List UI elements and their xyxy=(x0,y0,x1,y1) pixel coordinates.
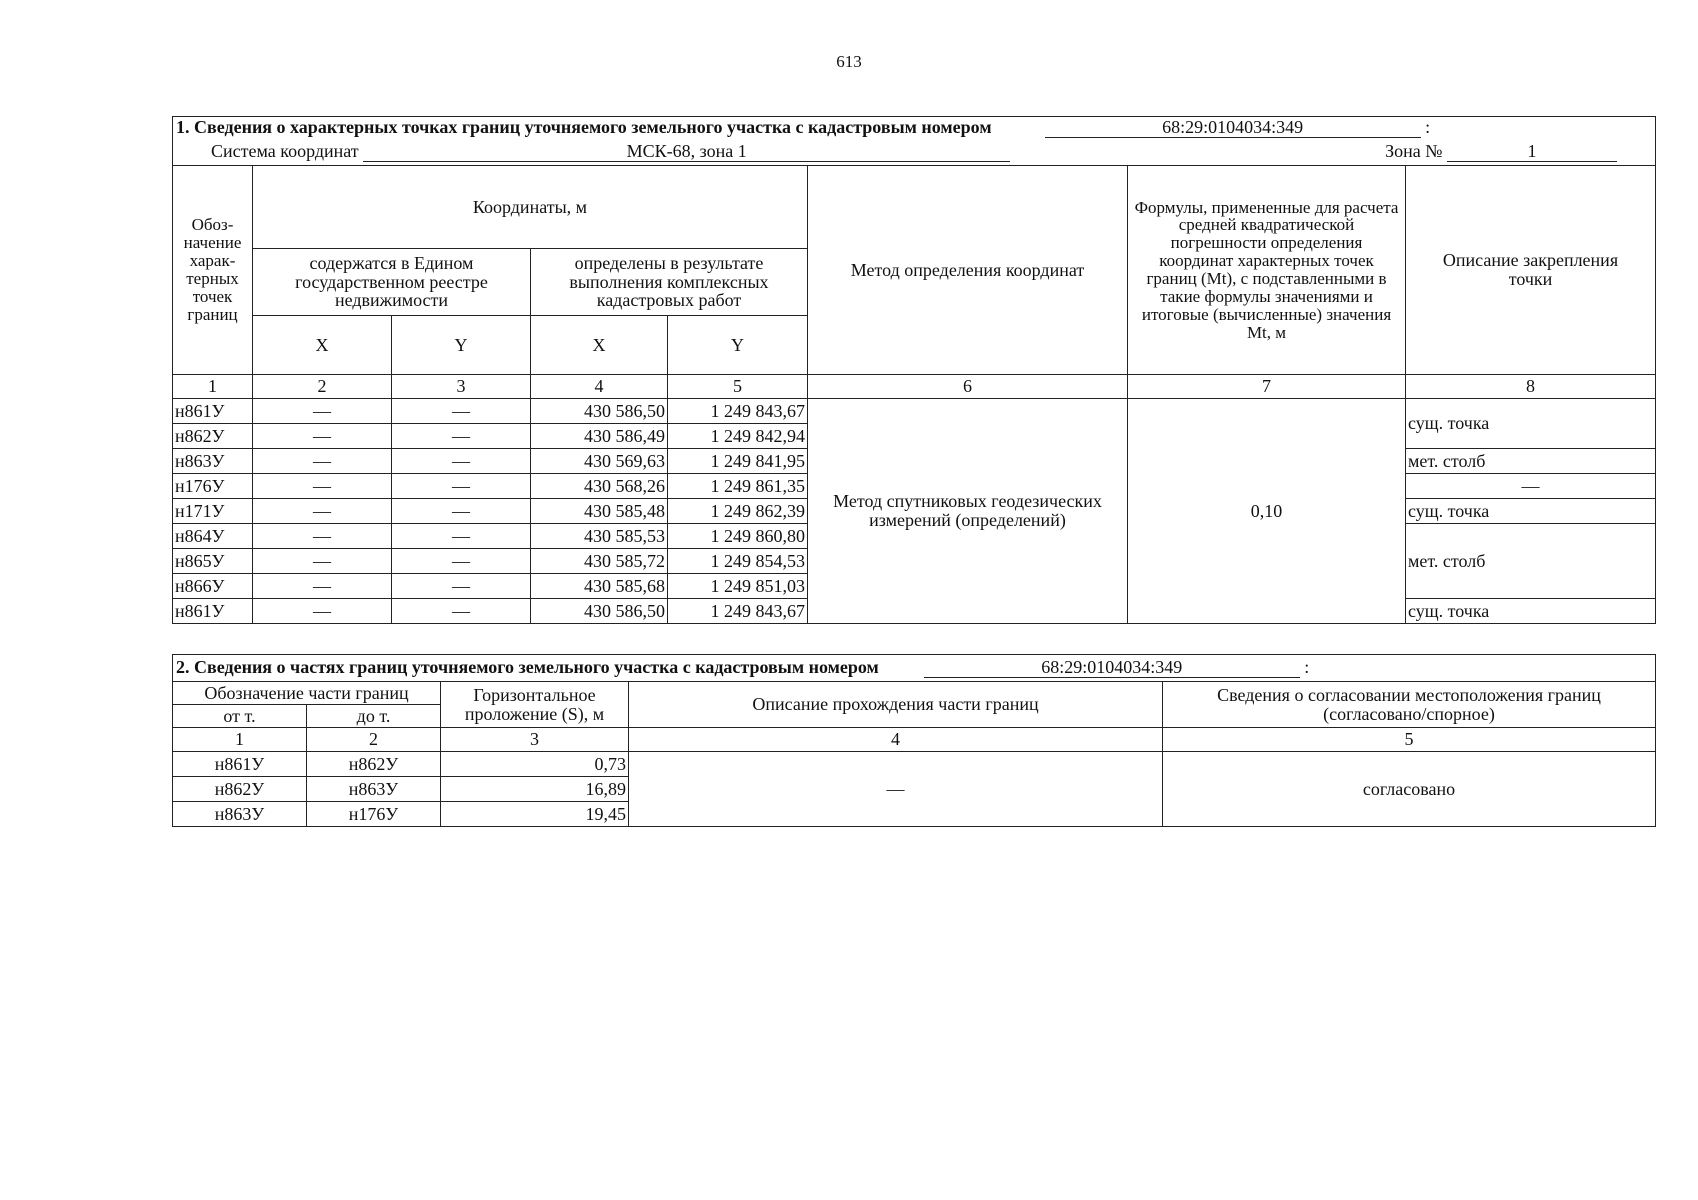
x-value: 430 585,48 xyxy=(531,499,668,524)
from-header: от т. xyxy=(173,705,307,728)
x-egrn: — xyxy=(253,499,392,524)
x-value: 430 586,49 xyxy=(531,424,668,449)
coord-system-value: МСК-68, зона 1 xyxy=(363,142,1010,162)
horizontal-value: 0,73 xyxy=(441,752,629,777)
y-value: 1 249 843,67 xyxy=(668,399,808,424)
fixing-value: сущ. точка xyxy=(1406,399,1656,449)
method-header: Метод определения координат xyxy=(808,166,1128,375)
col-number: 7 xyxy=(1128,375,1406,399)
x-egrn: — xyxy=(253,524,392,549)
point-id: н863У xyxy=(173,449,253,474)
to-point: н862У xyxy=(307,752,441,777)
table-row xyxy=(173,752,1656,777)
y-value: 1 249 860,80 xyxy=(668,524,808,549)
egrn-header: содержатся в Едином государственном реестре недвижимости xyxy=(253,249,531,316)
coord-system-row xyxy=(173,139,1656,166)
coordinates-header: Координаты, м xyxy=(253,166,808,249)
boundary-parts-table xyxy=(172,654,1656,827)
point-id: н861У xyxy=(173,599,253,624)
to-point: н863У xyxy=(307,777,441,802)
x-value: 430 569,63 xyxy=(531,449,668,474)
fixing-value: мет. столб xyxy=(1406,449,1656,474)
col-number: 5 xyxy=(1163,728,1656,752)
col-number: 1 xyxy=(173,375,253,399)
x-egrn: — xyxy=(253,399,392,424)
zone-label: Зона № xyxy=(1385,141,1443,162)
designation-header: Обоз- начение харак- терных точек границ xyxy=(173,166,253,375)
col-number: 5 xyxy=(668,375,808,399)
x-value: 430 568,26 xyxy=(531,474,668,499)
col-number: 4 xyxy=(629,728,1163,752)
from-point: н861У xyxy=(173,752,307,777)
description-value: — xyxy=(629,752,1163,827)
col-number: 1 xyxy=(173,728,307,752)
y-egrn: — xyxy=(392,599,531,624)
section1-colon: : xyxy=(1425,117,1431,138)
section1-cadastral-number: 68:29:0104034:349 xyxy=(1045,118,1421,138)
section2-column-numbers-row xyxy=(173,728,1656,752)
from-point: н863У xyxy=(173,802,307,827)
table-row xyxy=(173,399,1656,424)
y-value: 1 249 843,67 xyxy=(668,599,808,624)
col-number: 8 xyxy=(1406,375,1656,399)
description-header: Описание прохождения части границ xyxy=(629,682,1163,728)
fixing-value: — xyxy=(1406,474,1656,499)
x-value: 430 585,72 xyxy=(531,549,668,574)
formulas-header: Формулы, примененные для расчета средней квадратической погрешности определения координат характерных точек границ (Mt), с подставленными в такие формулы значениями и итоговые (вычисленные) значения Mt, м xyxy=(1128,166,1406,375)
determined-header: определены в результате выполнения комплексных кадастровых работ xyxy=(531,249,808,316)
y-determined-header: Y xyxy=(668,316,808,375)
y-value: 1 249 862,39 xyxy=(668,499,808,524)
horizontal-value: 19,45 xyxy=(441,802,629,827)
col-number: 4 xyxy=(531,375,668,399)
fixing-value: сущ. точка xyxy=(1406,599,1656,624)
from-point: н862У xyxy=(173,777,307,802)
fixing-header: Описание закрепления точки xyxy=(1406,166,1656,375)
x-value: 430 585,53 xyxy=(531,524,668,549)
zone-value: 1 xyxy=(1447,142,1617,162)
col-number: 6 xyxy=(808,375,1128,399)
part-designation-header: Обозначение части границ xyxy=(173,682,441,705)
agreement-header: Сведения о согласовании местоположения границ (согласовано/спорное) xyxy=(1163,682,1656,728)
col-number: 3 xyxy=(441,728,629,752)
x-egrn: — xyxy=(253,574,392,599)
col-number: 3 xyxy=(392,375,531,399)
section2-title: 2. Сведения о частях границ уточняемого земельного участка с кадастровым номером xyxy=(176,657,879,678)
to-point: н176У xyxy=(307,802,441,827)
point-id: н171У xyxy=(173,499,253,524)
col-number: 2 xyxy=(307,728,441,752)
y-egrn: — xyxy=(392,524,531,549)
x-value: 430 586,50 xyxy=(531,399,668,424)
y-value: 1 249 861,35 xyxy=(668,474,808,499)
column-numbers-row xyxy=(173,375,1656,399)
section1-title: 1. Сведения о характерных точках границ уточняемого земельного участка с кадастровым номером xyxy=(176,117,992,138)
fixing-value: сущ. точка xyxy=(1406,499,1656,524)
mt-value: 0,10 xyxy=(1128,399,1406,624)
x-determined-header: X xyxy=(531,316,668,375)
point-id: н176У xyxy=(173,474,253,499)
header-row-1 xyxy=(173,166,1656,249)
y-value: 1 249 854,53 xyxy=(668,549,808,574)
horizontal-value: 16,89 xyxy=(441,777,629,802)
y-egrn: — xyxy=(392,449,531,474)
page-number: 613 xyxy=(836,52,862,71)
x-value: 430 585,68 xyxy=(531,574,668,599)
y-egrn: — xyxy=(392,474,531,499)
point-id: н862У xyxy=(173,424,253,449)
horizontal-header: Горизонтальное проложение (S), м xyxy=(441,682,629,728)
x-egrn: — xyxy=(253,449,392,474)
y-egrn: — xyxy=(392,549,531,574)
y-value: 1 249 841,95 xyxy=(668,449,808,474)
x-egrn: — xyxy=(253,424,392,449)
agreement-value: согласовано xyxy=(1163,752,1656,827)
x-value: 430 586,50 xyxy=(531,599,668,624)
col-number: 2 xyxy=(253,375,392,399)
section2-colon: : xyxy=(1304,657,1310,678)
point-id: н861У xyxy=(173,399,253,424)
section2-cadastral-number: 68:29:0104034:349 xyxy=(924,658,1300,678)
x-egrn: — xyxy=(253,599,392,624)
section1-title-row xyxy=(173,117,1656,140)
point-id: н864У xyxy=(173,524,253,549)
y-egrn-header: Y xyxy=(392,316,531,375)
section2-title-row xyxy=(173,655,1656,682)
to-header: до т. xyxy=(307,705,441,728)
point-id: н865У xyxy=(173,549,253,574)
y-value: 1 249 851,03 xyxy=(668,574,808,599)
x-egrn: — xyxy=(253,474,392,499)
y-egrn: — xyxy=(392,499,531,524)
x-egrn: — xyxy=(253,549,392,574)
point-id: н866У xyxy=(173,574,253,599)
boundary-points-table xyxy=(172,116,1656,624)
method-value: Метод спутниковых геодезических измерений (определений) xyxy=(808,399,1128,624)
y-egrn: — xyxy=(392,574,531,599)
section2-header-row-1 xyxy=(173,682,1656,705)
coord-system-label: Система координат xyxy=(211,141,359,162)
fixing-value: мет. столб xyxy=(1406,524,1656,599)
x-egrn-header: X xyxy=(253,316,392,375)
y-egrn: — xyxy=(392,424,531,449)
y-value: 1 249 842,94 xyxy=(668,424,808,449)
y-egrn: — xyxy=(392,399,531,424)
